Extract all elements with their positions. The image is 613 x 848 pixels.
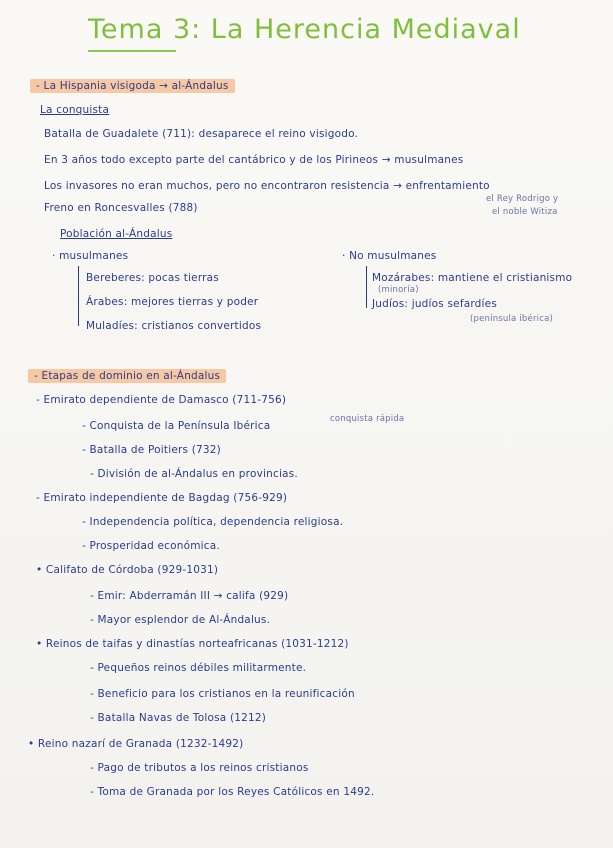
section-heading-hispania: [30, 80, 235, 92]
section-heading-text: - Etapas de dominio en al-Ándalus: [28, 369, 226, 383]
stage-emirato-independiente: - Emirato independiente de Bagdag (756-929): [36, 492, 288, 504]
stage1-item-division: - División de al-Ándalus en provincias.: [90, 468, 298, 480]
stage-nazari: • Reino nazarí de Granada (1232-1492): [28, 738, 244, 750]
no-musulmanes-label: · No musulmanes: [342, 250, 437, 262]
stage3-item-esplendor: - Mayor esplendor de Al-Ándalus.: [90, 614, 271, 626]
page-title: Tema 3: La Herencia Mediaval: [88, 14, 521, 45]
stage-emirato-dependiente: - Emirato dependiente de Damasco (711-756): [36, 394, 287, 406]
musulmanes-brace: [78, 266, 85, 326]
stage4-item-beneficio: - Beneficio para los cristianos en la reunificación: [90, 688, 355, 700]
item-mozarabes: Mozárabes: mantiene el cristianismo: [372, 272, 573, 284]
item-arabes: Árabes: mejores tierras y poder: [86, 296, 259, 308]
stage5-item-tributos: - Pago de tributos a los reinos cristianos: [90, 762, 309, 774]
stage-taifas: • Reinos de taifas y dinastías norteafricanas (1031-1212): [36, 638, 349, 650]
stage1-item-conquista: - Conquista de la Península Ibérica: [82, 420, 271, 432]
item-muladies: Muladíes: cristianos convertidos: [86, 320, 262, 332]
stage2-item-independencia: - Independencia política, dependencia religiosa.: [82, 516, 344, 528]
stage5-item-granada: - Toma de Granada por los Reyes Católicos en 1492.: [90, 786, 375, 798]
stage-califato: • Califato de Córdoba (929-1031): [36, 564, 219, 576]
line-roncesvalles: Freno en Roncesvalles (788): [44, 202, 198, 214]
section-heading-etapas: [28, 370, 226, 382]
line-guadalete: Batalla de Guadalete (711): desaparece el reino visigodo.: [44, 128, 359, 140]
stage2-item-prosperidad: - Prosperidad económica.: [82, 540, 220, 552]
poblacion-title: Población al-Ándalus: [60, 228, 173, 240]
stage4-item-navas: - Batalla Navas de Tolosa (1212): [90, 712, 267, 724]
stage1-item-poitiers: - Batalla de Poitiers (732): [82, 444, 221, 456]
section-heading-text: - La Hispania visigoda → al-Ándalus: [30, 79, 235, 93]
item-bereberes: Bereberes: pocas tierras: [86, 272, 219, 284]
stage3-item-emir: - Emir: Abderramán III → califa (929): [90, 590, 289, 602]
stage4-item-pequenos: - Pequeños reinos débiles militarmente.: [90, 662, 307, 674]
musulmanes-label: · musulmanes: [52, 250, 129, 262]
side-note-witiza: el noble Witiza: [492, 207, 558, 217]
line-invasores: Los invasores no eran muchos, pero no encontraron resistencia → enfrentamiento: [44, 180, 490, 192]
note-minoria: (minoría): [378, 285, 419, 295]
item-judios: Judíos: judíos sefardíes: [372, 298, 497, 310]
conquista-title: La conquista: [40, 104, 110, 116]
side-note-rodrigo: el Rey Rodrigo y: [486, 194, 559, 204]
title-underline: [88, 50, 176, 52]
note-conquista-rapida: conquista rápida: [330, 414, 405, 424]
line-tres-anos: En 3 años todo excepto parte del cantábrico y de los Pirineos → musulmanes: [44, 154, 464, 166]
note-peninsula: (península ibérica): [470, 314, 554, 324]
